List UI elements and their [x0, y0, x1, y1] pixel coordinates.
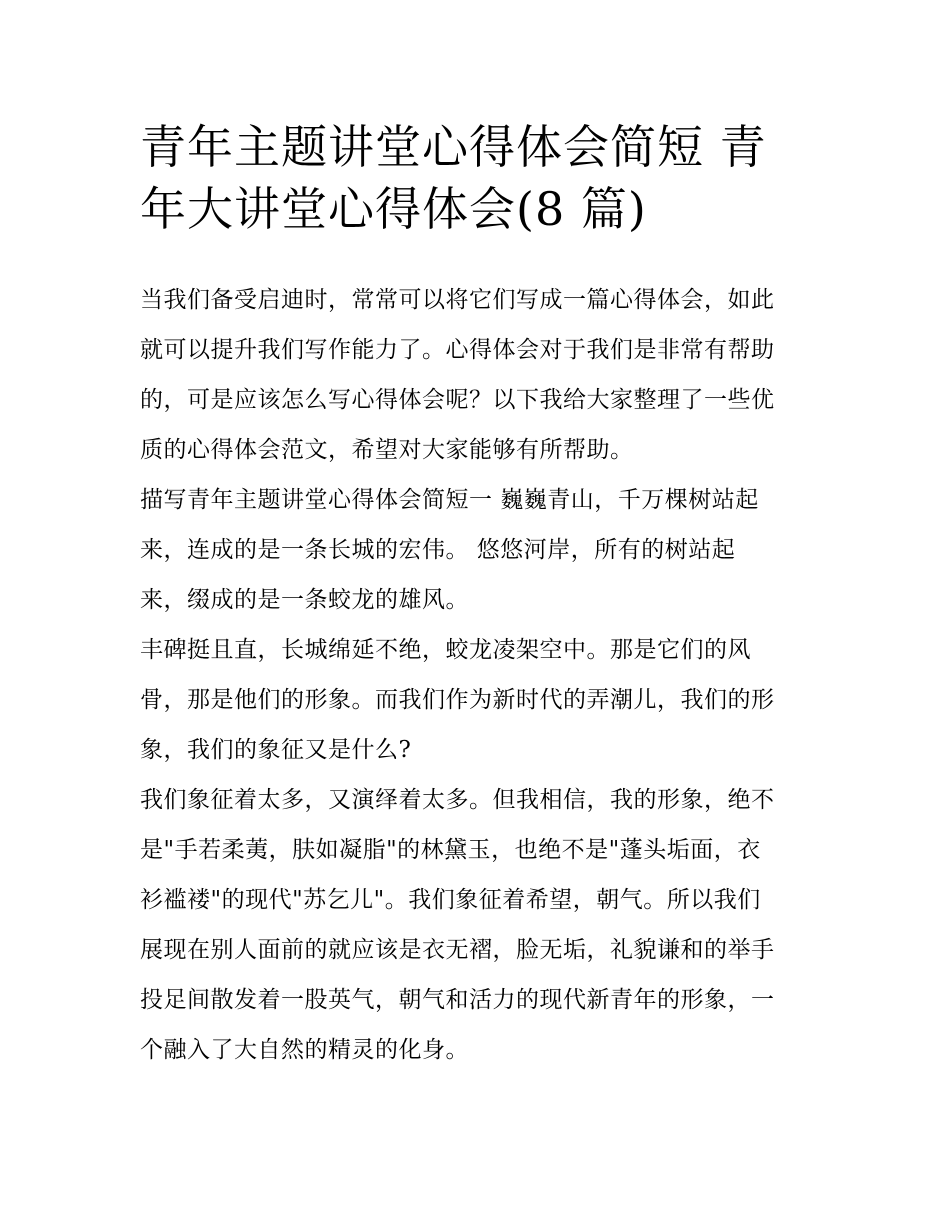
paragraph-monument: 丰碑挺且直，长城绵延不绝，蛟龙凌架空中。那是它们的风 骨，那是他们的形象。而我们作为新时代的弄潮儿，我们的形 象，我们的象征又是什么? [140, 637, 775, 763]
paragraph-intro: 当我们备受启迪时，常常可以将它们写成一篇心得体会，如此 就可以提升我们写作能力了。心得体会对于我们是非常有帮助 的，可是应该怎么写心得体会呢？以下我给大家整理了一些优 质的心得体会范文，希望对大家能够有所帮助。 [140, 287, 775, 463]
paragraph-symbol: 我们象征着太多，又演绎着太多。但我相信，我的形象，绝不 是"手若柔荑，肤如凝脂"的林黛玉，也绝不是"蓬头垢面，衣 衫褴褛"的现代"苏乞儿"。我们象征着希望，朝气。所以我们 展现在别人面前的就应该是衣无褶，脸无垢，礼貌谦和的举手 投足间散发着一股英气，朝气和活力的现代新青年的形象，一 个融入了大自然的精灵的化身。 [140, 787, 775, 1063]
document-body [140, 275, 830, 1075]
document-title: 青年主题讲堂心得体会简短 青 年大讲堂心得体会(8 篇) [140, 120, 767, 236]
paragraph-essay-one-opening: 描写青年主题讲堂心得体会简短一 巍巍青山，千万棵树站起 来，连成的是一条长城的宏伟。 悠悠河岸，所有的树站起 来，缀成的是一条蛟龙的雄风。 [140, 487, 759, 613]
